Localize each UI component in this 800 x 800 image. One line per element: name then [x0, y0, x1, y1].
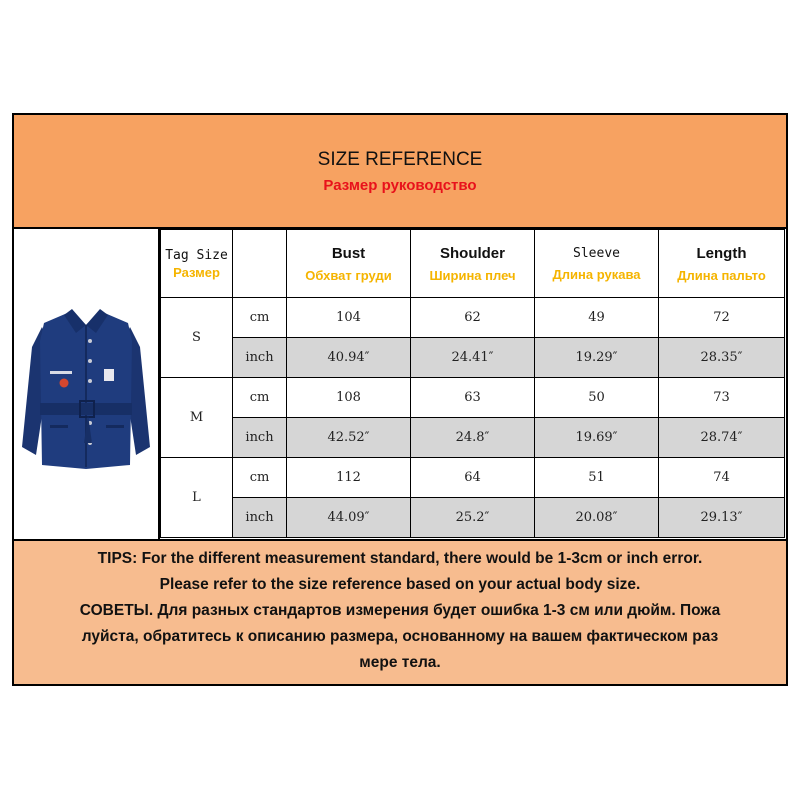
size-table	[160, 229, 785, 538]
table-row	[161, 298, 785, 338]
table-cell: 104	[287, 298, 411, 338]
table-row	[161, 338, 785, 378]
table-cell: 19.29″	[535, 338, 659, 378]
unit-header	[233, 230, 287, 298]
column-label-ru: Обхват груди	[305, 267, 392, 283]
table-cell: 20.08″	[535, 498, 659, 538]
table-cell: 73	[659, 378, 785, 418]
table-cell: 24.8″	[411, 418, 535, 458]
table-row	[161, 458, 785, 498]
table-cell: 50	[535, 378, 659, 418]
size-chart-header	[14, 115, 786, 229]
table-cell: 42.52″	[287, 418, 411, 458]
column-label: Bust	[331, 244, 366, 262]
table-cell: 49	[535, 298, 659, 338]
table-cell: 62	[411, 298, 535, 338]
table-cell: 24.41″	[411, 338, 535, 378]
table-cell: 19.69″	[535, 418, 659, 458]
unit-cm: cm	[233, 378, 287, 418]
table-cell: 74	[659, 458, 785, 498]
table-row	[161, 378, 785, 418]
size-reference-title: SIZE REFERENCE	[317, 149, 483, 170]
table-cell: 64	[411, 458, 535, 498]
table-cell: 63	[411, 378, 535, 418]
column-label: Shoulder	[439, 244, 505, 262]
table-cell: 28.35″	[659, 338, 785, 378]
size-label: S	[161, 298, 233, 378]
column-header-length	[659, 230, 785, 298]
table-cell: 44.09″	[287, 498, 411, 538]
table-cell: 51	[535, 458, 659, 498]
table-cell: 40.94″	[287, 338, 411, 378]
table-cell: 29.13″	[659, 498, 785, 538]
table-row	[161, 418, 785, 458]
unit-cm: cm	[233, 298, 287, 338]
table-cell: 108	[287, 378, 411, 418]
tips-line-ru: луйста, обратитесь к описанию размера, основанному на вашем фактическом раз	[81, 628, 719, 645]
table-cell: 72	[659, 298, 785, 338]
denim-jacket-icon	[14, 229, 158, 537]
tips-line: TIPS: For the different measurement standard, there would be 1-3cm or inch error.	[97, 550, 703, 567]
table-row	[161, 498, 785, 538]
table-cell: 28.74″	[659, 418, 785, 458]
unit-inch: inch	[233, 418, 287, 458]
column-header-bust	[287, 230, 411, 298]
column-header-sleeve	[535, 230, 659, 298]
size-chart	[12, 113, 788, 686]
tips-line-ru: СОВЕТЫ. Для разных стандартов измерения будет ошибка 1-3 см или дюйм. Пожа	[79, 602, 721, 619]
column-label: Length	[696, 244, 747, 262]
tag-size-label-ru: Размер	[173, 264, 220, 280]
column-label: Sleeve	[573, 245, 620, 261]
size-label: L	[161, 458, 233, 538]
table-cell: 112	[287, 458, 411, 498]
unit-inch: inch	[233, 498, 287, 538]
column-label-ru: Длина рукава	[552, 266, 641, 282]
unit-inch: inch	[233, 338, 287, 378]
column-label-ru: Длина пальто	[677, 267, 766, 283]
tag-size-label: Tag Size	[165, 247, 228, 263]
tag-size-header	[161, 230, 233, 298]
unit-cm: cm	[233, 458, 287, 498]
tips-box	[14, 539, 786, 684]
tips-line: Please refer to the size reference based on your actual body size.	[159, 576, 641, 593]
table-cell: 25.2″	[411, 498, 535, 538]
size-label: M	[161, 378, 233, 458]
product-photo	[14, 229, 160, 539]
column-label-ru: Ширина плеч	[429, 267, 516, 283]
tips-line-ru: мере тела.	[359, 654, 441, 671]
size-reference-title-ru: Размер руководство	[323, 177, 477, 194]
column-header-shoulder	[411, 230, 535, 298]
